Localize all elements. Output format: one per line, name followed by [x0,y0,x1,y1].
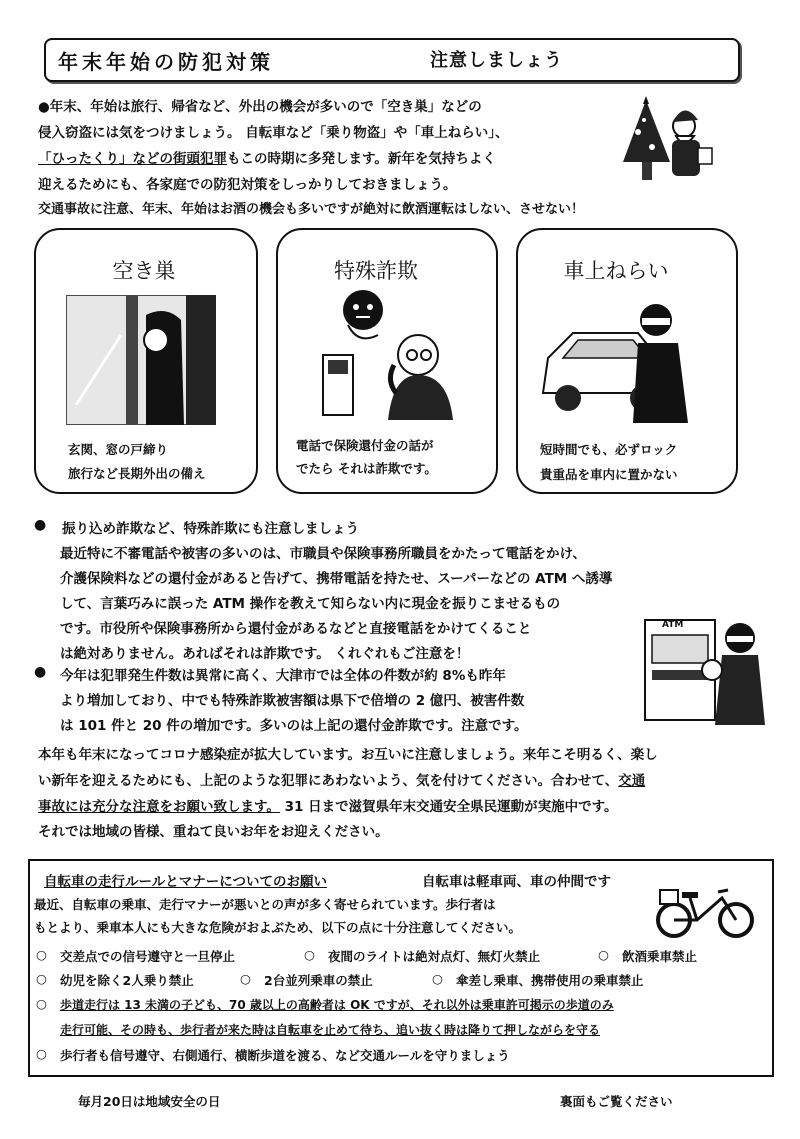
footer-left: 毎月20日は地域安全の日 [78,1094,221,1109]
rule-night-light: 夜間のライトは絶対点灯、無灯火禁止 [328,949,541,964]
intro-line-3 [38,147,496,167]
bullet-dot-1: ● [34,517,47,533]
rule-no-drunk-riding: 飲酒乗車禁止 [622,949,698,964]
fraud-heading: 振り込め詐欺など、特殊詐欺にも注意しましょう [62,521,359,537]
card-shajou-nerai-title: 車上ねらい [563,259,669,283]
intro-line-4: 迎えるためにも、各家庭での防犯対策をしっかりしておきましょう。 [38,177,457,193]
intro-line-3-underlined: 「ひったくり」などの街頭犯罪 [38,151,227,167]
bicycle-icon [652,880,760,940]
closing-line-1: 本年も年末になってコロナ感染症が拡大しています。お互いに注意しましょう。来年こそ明るく、楽し [38,747,658,763]
bullet-dot-2: ● [34,664,47,680]
rule-sidewalk-line-1-text: 歩道走行は 13 未満の子ども、70 歳以上の高齢者は OK ですが、それ以外は乗車許可掲示の歩道のみ [60,998,614,1012]
closing-line-2-text: い新年を迎えるためにも、上記のような犯罪にあわないよう、気を付けてください。合わせて、 [38,773,619,789]
fraud-line-4: です。市役所や保険事務所から還付金があるなどと直接電話をかけてくること [60,621,532,637]
bullet-circle-r4: ○ [36,1046,47,1061]
santa-tree-illustration [618,92,718,192]
page-title: 年末年始の防犯対策 [58,50,274,74]
fraud-line-2: 介護保険料などの還付金があると告げて、携帯電話を持たせ、スーパーなどの ATM へ誘導 [60,571,613,587]
closing-line-4: それでは地域の皆様、重ねて良いお年をお迎えください。 [38,824,389,840]
bicycle-intro-2: もとより、乗車本人にも大きな危険がおよぶため、以下の点に十分注意してください。 [34,920,522,935]
bullet-circle-r1c1: ○ [36,947,47,962]
card-tokushu-sagi-title: 特殊詐欺 [334,259,418,283]
rule-no-tandem: 幼児を除く2人乗り禁止 [60,973,194,988]
closing-line-2 [38,769,645,789]
card-tokushu-sagi-caption-1: 電話で保険還付金の話が [296,438,434,453]
footer-right: 裏面もご覧ください [560,1094,673,1109]
bullet-circle-r1c3: ○ [598,947,609,962]
burglar-window-illustration [66,295,216,425]
bullet-circle-r3: ○ [36,996,47,1011]
crime-stat-line-2: より増加しており、中でも特殊詐欺被害額は県下で倍増の 2 億円、被害件数 [60,693,525,709]
rule-sidewalk-line-1 [60,996,614,1013]
rule-pedestrian: 歩行者も信号遵守、右側通行、横断歩道を渡る、など交通ルールを守りましょう [60,1048,510,1063]
card-shajou-nerai-caption-1: 短時間でも、必ずロック [540,442,678,457]
card-shajou-nerai-caption-2: 貴重品を車内に置かない [540,467,678,482]
rule-no-umbrella-phone: 傘差し乗車、携帯使用の乗車禁止 [456,973,644,988]
intro-line-2: 侵入窃盗には気をつけましょう。 自転車など「乗り物盗」や「車上ねらい」、 [38,125,509,141]
atm-label: ATM [662,620,684,630]
card-akisu-caption-1: 玄関、窓の戸締り [68,442,169,457]
intro-line-3-rest: もこの時期に多発します。新年を気持ちよく [227,151,496,167]
closing-line-3-underlined: 事故には充分な注意をお願い致します。 [38,799,280,815]
page-subtitle: 注意しましょう [430,50,563,71]
bullet-circle-r2c3: ○ [432,971,443,986]
atm-illustration [640,610,770,725]
fraud-line-5: は絶対ありません。あればそれは詐欺です。 くれぐれもご注意を！ [60,646,470,662]
closing-line-2-underlined: 交通 [618,773,646,789]
crime-stat-line-3: は 101 件と 20 件の増加です。多いのは上記の還付金詐欺です。注意です。 [60,718,528,734]
rule-sidewalk-line-2-text: 走行可能、その時も、歩行者が来た時は自転車を止めて待ち、追い抜く時は降りて押しながらを守る [60,1023,601,1037]
fraud-line-3: して、言葉巧みに誤った ATM 操作を教えて知らない内に現金を振りこませるもの [60,596,561,612]
closing-line-3-rest: 31 日まで滋賀県年末交通安全県民運動が実施中です。 [279,799,618,815]
intro-line-5: 交通事故に注意、年末、年始はお酒の機会も多いですが絶対に飲酒運転はしない、させない！ [38,202,585,217]
bullet-circle-r1c2: ○ [304,947,315,962]
intro-line-1: ●年末、年始は旅行、帰省など、外出の機会が多いので「空き巣」などの [38,99,482,115]
car-thief-illustration [538,298,708,423]
bullet-circle-r2c1: ○ [36,971,47,986]
rule-no-side-by-side: 2台並列乗車の禁止 [264,973,373,988]
fraud-line-1: 最近特に不審電話や被害の多いのは、市職員や保険事務所職員をかたって電話をかけ、 [60,546,586,562]
bicycle-heading-underlined: 自転車の走行ルールとマナーについてのお願い [44,874,327,890]
card-akisu-caption-2: 旅行など長期外出の備え [68,466,206,481]
bicycle-intro-1: 最近、自転車の乗車、走行マナーが悪いとの声が多く寄せられています。歩行者は [34,897,496,912]
card-tokushu-sagi-caption-2: でたら それは詐欺です。 [296,461,437,476]
closing-line-3 [38,795,618,815]
rule-signal-stop: 交差点での信号遵守と一旦停止 [60,949,236,964]
card-akisu-title: 空き巣 [112,259,176,283]
crime-stat-line-1: 今年は犯罪発生件数は異常に高く、大津市では全体の件数が約 8%も昨年 [60,668,506,684]
phone-scam-illustration [318,285,458,420]
bicycle-heading-right: 自転車は軽車両、車の仲間です [422,874,611,890]
rule-sidewalk-line-2 [60,1021,600,1038]
bicycle-heading [44,870,327,890]
bullet-circle-r2c2: ○ [240,971,251,986]
